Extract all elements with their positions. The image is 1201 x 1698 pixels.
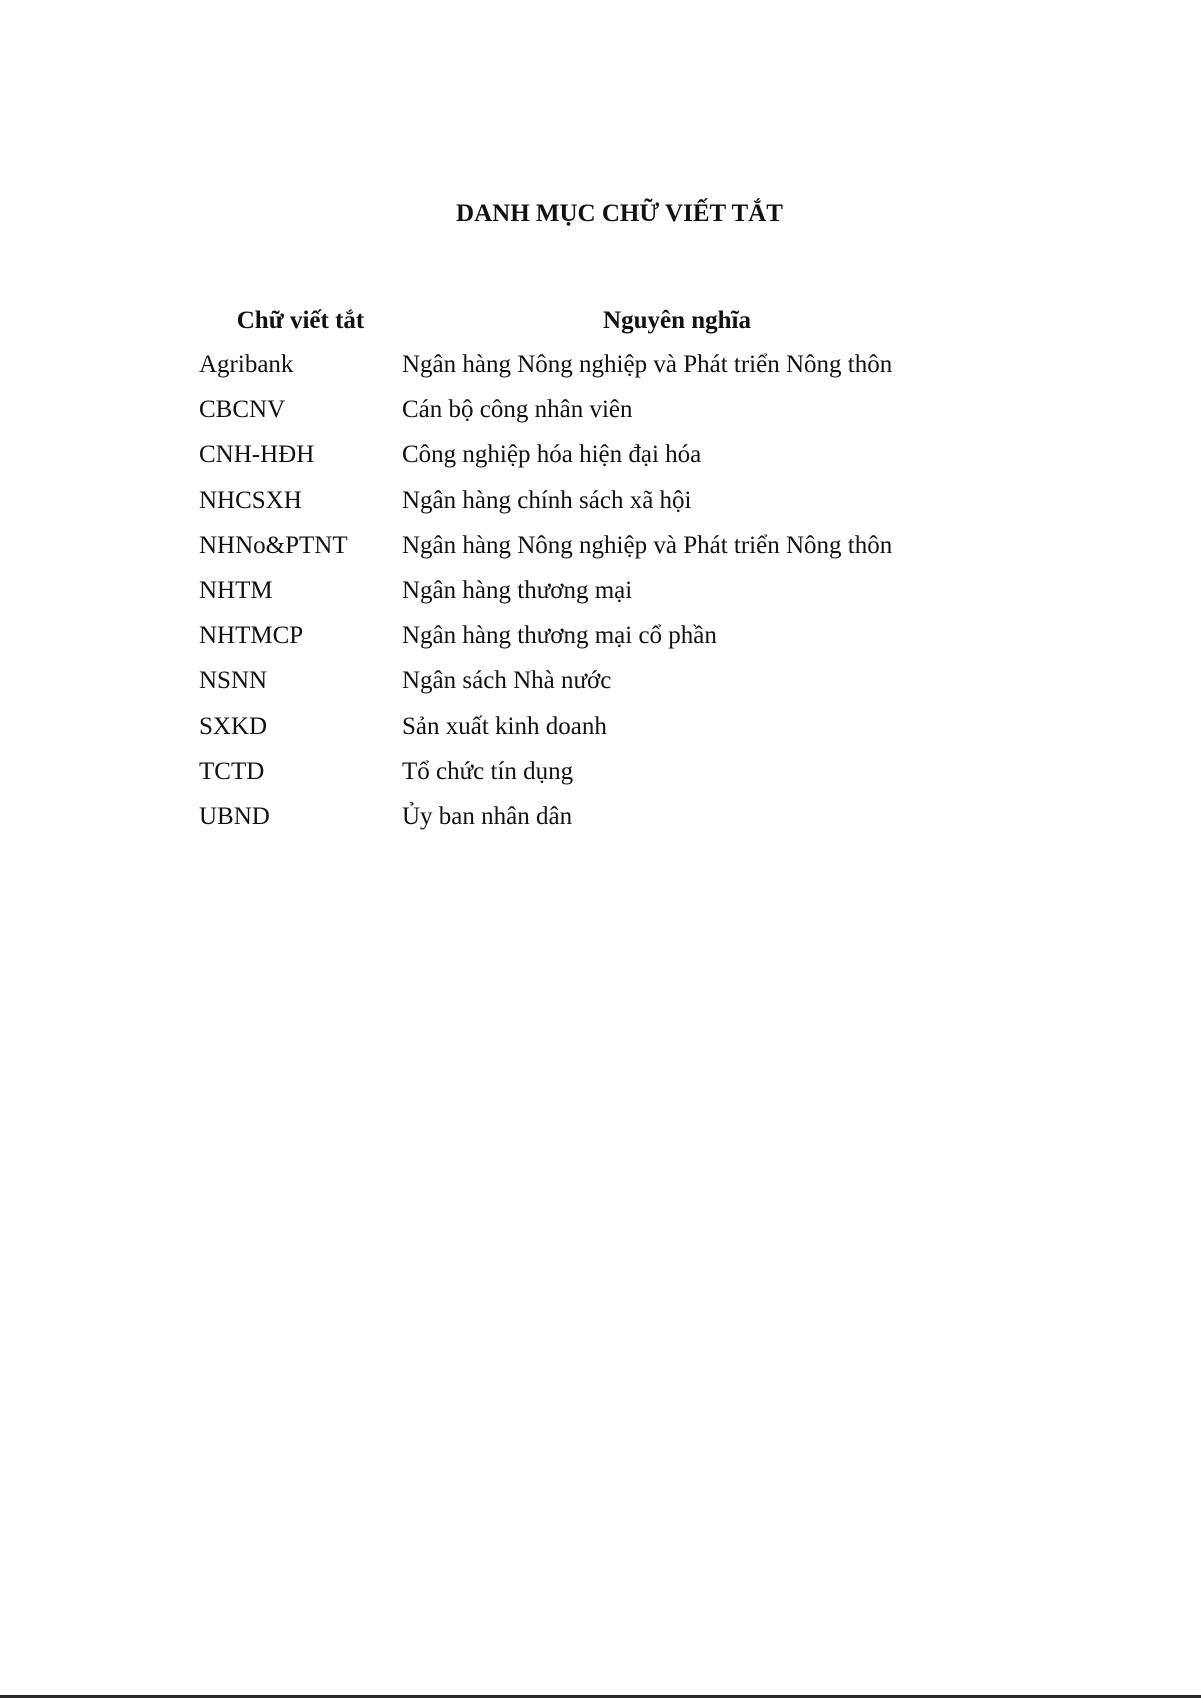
meaning-cell: Ngân hàng Nông nghiệp và Phát triển Nông thôn [402,351,893,379]
abbreviation-cell: CNH-HĐH [199,441,315,469]
table-row [199,749,952,794]
meaning-cell: Ngân hàng thương mại cổ phần [402,622,717,650]
table-header-row [199,305,952,342]
table-row [199,704,952,749]
abbreviation-cell: Agribank [199,351,294,379]
abbreviation-cell: UBND [199,802,270,830]
header-abbreviation: Chữ viết tắt [236,307,365,334]
header-meaning: Nguyên nghĩa [603,307,751,334]
table-row [199,387,952,432]
abbreviation-cell: TCTD [199,757,265,785]
table-row [199,342,952,387]
page-title: DANH MỤC CHỮ VIẾT TẮT [456,200,783,227]
table-row [199,658,952,703]
meaning-cell: Ngân hàng thương mại [402,577,633,605]
abbreviation-table [199,305,952,839]
meaning-cell: Sản xuất kinh doanh [402,712,607,740]
table-row [199,613,952,658]
abbreviation-cell: NHTMCP [199,622,304,650]
meaning-cell: Công nghiệp hóa hiện đại hóa [402,441,702,469]
meaning-cell: Tổ chức tín dụng [402,757,574,785]
abbreviation-cell: NHCSXH [199,486,302,514]
abbreviation-cell: NHNo&PTNT [199,531,348,559]
table-row [199,432,952,477]
table-row [199,794,952,839]
table-row [199,523,952,568]
meaning-cell: Ngân hàng Nông nghiệp và Phát triển Nông thôn [402,531,893,559]
meaning-cell: Ngân hàng chính sách xã hội [402,486,692,514]
abbreviation-cell: NHTM [199,577,273,605]
meaning-cell: Ngân sách Nhà nước [402,667,612,695]
abbreviation-cell: CBCNV [199,396,286,424]
meaning-cell: Ủy ban nhân dân [402,802,573,830]
table-row [199,478,952,523]
meaning-cell: Cán bộ công nhân viên [402,396,633,424]
abbreviation-cell: SXKD [199,712,268,740]
table-row [199,568,952,613]
abbreviation-cell: NSNN [199,667,268,695]
